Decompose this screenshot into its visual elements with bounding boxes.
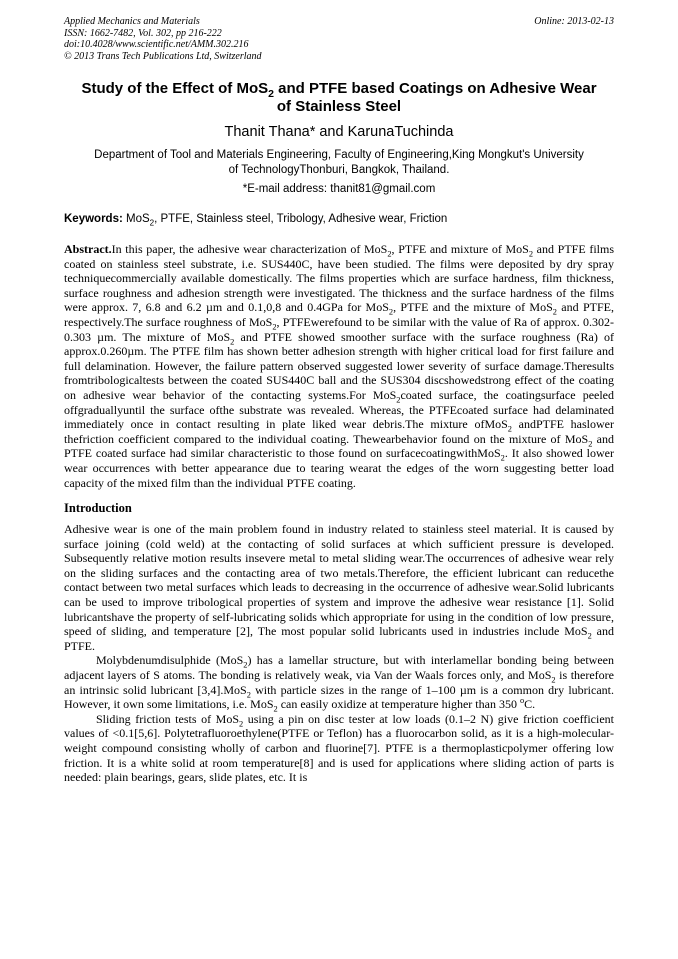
superscript: o (519, 696, 525, 706)
paragraph-text: ) has a lamellar structure, but with interlamellar bonding being between adjacent layers of S atoms. The bonding is relatively weak, via Van der Waals forces only, and MoS (64, 653, 614, 683)
online-date: Online: 2013-02-13 (534, 16, 614, 27)
affiliation (64, 148, 614, 177)
abstract-text: . It also showed lower wear occurrences with better appearance due to tearing wearat the edges of the worn suggesting better load capacity of the mixed film than the individual PTFE coating. (64, 446, 614, 490)
intro-paragraph-2 (64, 653, 614, 714)
subscript: 2 (230, 336, 235, 346)
paper-title (64, 80, 614, 116)
subscript: 2 (272, 322, 277, 332)
paragraph-text: Sliding friction tests of MoS (96, 711, 239, 726)
section-heading-introduction: Introduction (64, 501, 132, 516)
journal-copyright: © 2013 Trans Tech Publications Ltd, Switzerland (64, 50, 262, 62)
subscript: 2 (507, 424, 512, 434)
title-subscript: 2 (268, 88, 274, 100)
subscript: 2 (551, 675, 556, 685)
keywords (64, 213, 614, 228)
journal-issn: ISSN: 1662-7482, Vol. 302, pp 216-222 (64, 27, 222, 39)
contact-email: *E-mail address: thanit81@gmail.com (242, 183, 436, 195)
subscript: 2 (587, 631, 592, 641)
subscript: 2 (396, 395, 401, 405)
subscript: 2 (500, 453, 505, 463)
abstract-text: , PTFE and mixture of MoS (391, 242, 529, 256)
paragraph-text: Adhesive wear is one of the main problem found in industry related to stainless steel material. It is caused by surface joining (cold weld) at the contacting of solid surfaces at which sufficient pressure is developed. Subsequently relative motion results insevere metal to metal sliding wear.The occurrences of adhesive wear rely on the sliding surfaces and the contacting area of two metals.Therefore, the efficient lubricant can reducethe contact between two metal surfaces which leads to decreasing in the occurrence of adhesive wear.Solid lubricants can be used to improve tribological properties of system and improve the adhesive wear resistance [1]. Solid lubricantshave the property of self-lubricating solids which appropriate for using in the condition of low pressure, speed of sliding, and temperature [2], The most popular solid lubricants used in industries include MoS (64, 522, 614, 639)
journal-doi: doi:10.4028/www.scientific.net/AMM.302.216 (64, 39, 249, 50)
subscript: 2 (246, 690, 251, 700)
subscript: 2 (552, 307, 557, 317)
subscript: 2 (273, 704, 278, 714)
paragraph-text: C. (524, 697, 536, 712)
keywords-subscript: 2 (149, 218, 155, 228)
abstract-text: In this paper, the adhesive wear characterization of MoS (111, 242, 388, 256)
abstract (64, 242, 614, 490)
abstract-text: andPTFE haslower thefriction coefficient compared to the individual coating. Thewearbehavior found on the mixture of MoS (64, 417, 614, 446)
subscript: 2 (239, 719, 244, 729)
paragraph-text: can easily oxidize at temperature higher than 350 (277, 697, 520, 712)
title-part: and PTFE based Coatings on Adhesive Wear (273, 80, 597, 97)
subscript: 2 (528, 249, 534, 259)
paragraph-text: using a pin on disc tester at low loads (0.1–2 N) give friction coefficient values of <0.1[5,6]. Polytetrafluoroethylene(PTFE or Teflon) has a fluorocarbon solid, as it is a high-molecular-weight compound consisting wholly of carbon and fluorine[7]. PTFE is a thermoplasticpolymer offering low friction. It is a white solid at room temperature[8] and is used for applications where sliding action of parts is needed: plain bearings, gears, slide plates, etc. It is (64, 711, 614, 785)
abstract-text: and PTFE showed smoother surface with the surface roughness (Ra) of approx.0.260µm. The PTFE film has shown better adhesion strength with higher critical load for first failure and full delamination. However, the failure pattern observed suggested lower severity of surface damage.Theresults fromtribologicaltests between the coated SUS440C ball and the SUS304 discshowedstrong effect of the coating on adhesive wear behavior of the contacting systems.For MoS (64, 329, 614, 402)
abstract-text: , PTFE and the mixture of MoS (393, 300, 553, 315)
affiliation-line: of TechnologyThonburi, Bangkok, Thailand. (228, 163, 450, 176)
subscript: 2 (588, 439, 593, 449)
title-line-2: of Stainless Steel (276, 98, 402, 115)
abstract-text: , PTFEwerefound to be similar with the value of Ra of approx. 0.302-0.303 µm. The mixture of MoS (64, 314, 614, 344)
paragraph-text: is therefore an intrinsic solid lubricant [3,4].MoS (64, 668, 614, 697)
journal-header (64, 16, 614, 62)
abstract-text: and PTFE films coated on stainless steel substrate, i.e. SUS440C, have been studied. The films were deposited by dry spray techniquecommercially available domestically. The films properties which are surface hardness, film thickness, surface roughness and adhesion strength were investigated. The thickness and the surface hardness of the films were approx. 7, 6.8 and 6.2 µm and 0.1,0,8 and 0.4GPa for MoS (64, 242, 614, 315)
abstract-label: Abstract. (64, 242, 112, 256)
abstract-text: and PTFE coated surface had similar characteristic to those found on surfacecoatingwithMoS (64, 431, 615, 461)
intro-paragraph-3 (64, 712, 614, 785)
paragraph-text: with particle sizes in the range of 1–100 µm is a common dry lubricant. However, it own some limitations, i.e. MoS (64, 682, 614, 712)
intro-paragraph-1 (64, 522, 614, 653)
subscript: 2 (388, 307, 394, 317)
subscript: 2 (243, 660, 248, 670)
subscript: 2 (387, 249, 392, 259)
affiliation-line: Department of Tool and Materials Engineering, Faculty of Engineering,King Mongkut's University (94, 149, 584, 161)
keywords-text: MoS (122, 213, 150, 225)
keywords-label: Keywords: (64, 213, 123, 225)
journal-name: Applied Mechanics and Materials (64, 16, 200, 27)
paragraph-text: Molybdenumdisulphide (MoS (96, 653, 244, 668)
abstract-text: coated surface, the coatingsurface peeled offgraduallyuntil the surface ofthe substrate was revealed. Whereas, the PTFEcoated surface had delaminated immediately once in contact resulting in plate liked wear debris.The mixture ofMoS (64, 387, 615, 432)
keywords-text: , PTFE, Stainless steel, Tribology, Adhesive wear, Friction (154, 213, 448, 225)
title-part: Study of the Effect of MoS (81, 80, 269, 97)
paragraph-text: and PTFE. (64, 624, 615, 653)
authors: Thanit Thana* and KarunaTuchinda (224, 124, 454, 140)
abstract-text: and PTFE, respectively.The surface roughness of MoS (64, 300, 614, 329)
